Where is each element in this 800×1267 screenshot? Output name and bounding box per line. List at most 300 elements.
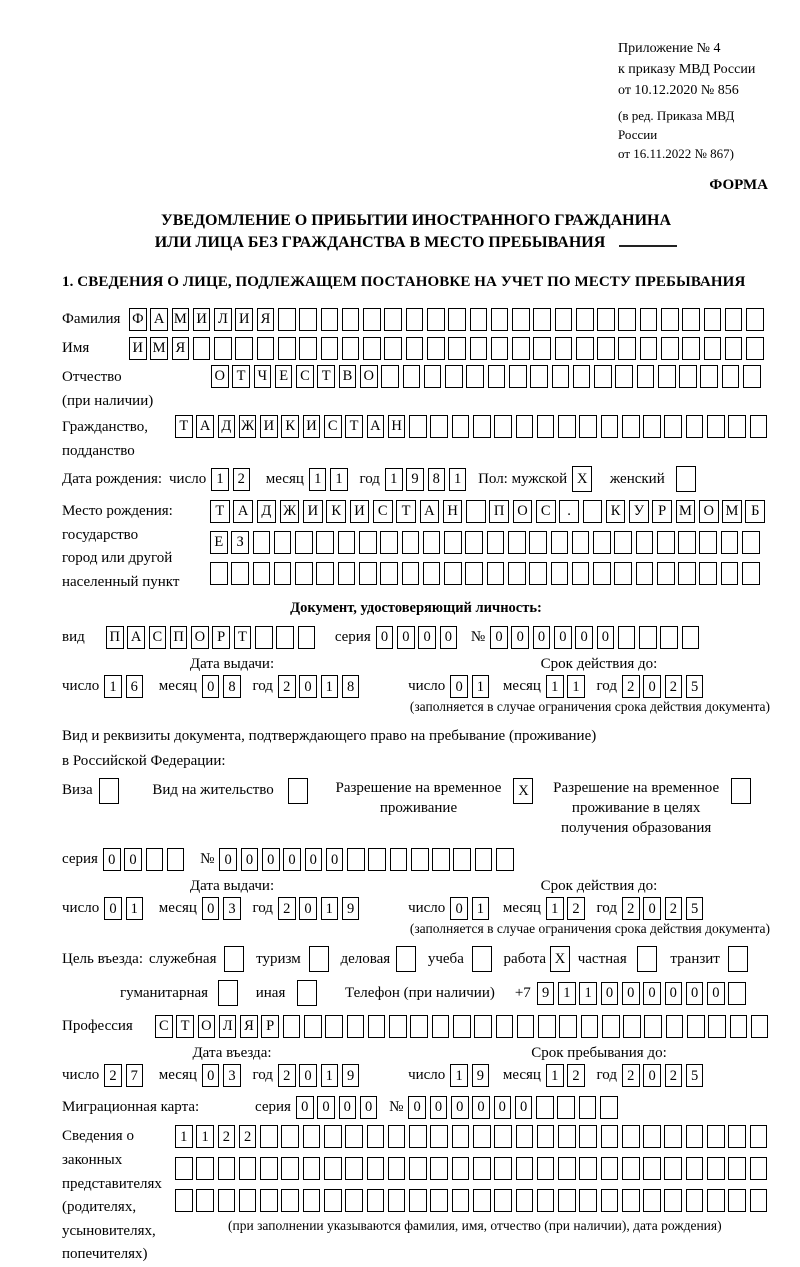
char-cell[interactable] — [728, 415, 746, 438]
char-cell[interactable]: И — [303, 415, 321, 438]
char-cell[interactable]: С — [536, 500, 556, 523]
char-cell[interactable]: Д — [218, 415, 236, 438]
char-cell[interactable] — [316, 562, 334, 585]
char-cell[interactable]: 0 — [554, 626, 572, 649]
char-cell[interactable] — [622, 415, 640, 438]
char-cell[interactable] — [430, 1189, 448, 1212]
char-cell[interactable]: 0 — [597, 626, 615, 649]
char-cell[interactable] — [342, 308, 360, 331]
char-cell[interactable] — [389, 1015, 407, 1038]
char-cell[interactable] — [707, 415, 725, 438]
char-cell[interactable] — [618, 308, 636, 331]
char-cell[interactable] — [474, 1015, 492, 1038]
char-cell[interactable]: 2 — [622, 675, 640, 698]
char-cell[interactable]: И — [350, 500, 370, 523]
char-cell[interactable] — [686, 415, 704, 438]
char-cell[interactable] — [530, 365, 548, 388]
char-cell[interactable]: 1 — [579, 982, 597, 1005]
char-cell[interactable]: 0 — [317, 1096, 335, 1119]
char-cell[interactable] — [452, 1125, 470, 1148]
char-cell[interactable] — [682, 308, 700, 331]
char-cell[interactable]: 3 — [223, 1064, 241, 1087]
char-cell[interactable]: 0 — [575, 626, 593, 649]
char-cell[interactable]: 0 — [299, 675, 317, 698]
char-cell[interactable] — [196, 1189, 214, 1212]
char-cell[interactable] — [657, 531, 675, 554]
char-cell[interactable] — [601, 1157, 619, 1180]
char-cell[interactable] — [687, 1015, 705, 1038]
char-cell[interactable]: 2 — [622, 897, 640, 920]
char-cell[interactable] — [445, 365, 463, 388]
char-cell[interactable] — [593, 562, 611, 585]
char-cell[interactable] — [559, 1015, 577, 1038]
char-cell[interactable]: А — [150, 308, 168, 331]
char-cell[interactable] — [345, 1189, 363, 1212]
char-cell[interactable]: 0 — [219, 848, 237, 871]
char-cell[interactable] — [750, 1157, 768, 1180]
char-cell[interactable]: А — [233, 500, 253, 523]
char-cell[interactable] — [622, 1157, 640, 1180]
char-cell[interactable] — [367, 1157, 385, 1180]
char-cell[interactable] — [750, 1189, 768, 1212]
char-cell[interactable]: 1 — [546, 675, 564, 698]
char-cell[interactable] — [643, 1157, 661, 1180]
char-cell[interactable]: 0 — [397, 626, 415, 649]
char-cell[interactable] — [622, 1125, 640, 1148]
char-cell[interactable] — [316, 531, 334, 554]
char-cell[interactable] — [235, 337, 253, 360]
char-cell[interactable] — [661, 308, 679, 331]
char-cell[interactable] — [551, 531, 569, 554]
char-cell[interactable] — [602, 1015, 620, 1038]
char-cell[interactable] — [509, 365, 527, 388]
char-cell[interactable] — [622, 1189, 640, 1212]
char-cell[interactable] — [381, 365, 399, 388]
char-cell[interactable] — [572, 562, 590, 585]
char-cell[interactable]: Е — [275, 365, 293, 388]
char-cell[interactable]: 2 — [567, 897, 585, 920]
char-cell[interactable] — [618, 626, 636, 649]
char-cell[interactable] — [367, 1189, 385, 1212]
char-cell[interactable]: 2 — [278, 675, 296, 698]
char-cell[interactable] — [255, 626, 273, 649]
char-cell[interactable] — [707, 1189, 725, 1212]
char-cell[interactable] — [728, 1125, 746, 1148]
char-cell[interactable]: Ф — [129, 308, 147, 331]
char-cell[interactable] — [614, 531, 632, 554]
char-cell[interactable] — [746, 308, 764, 331]
char-cell[interactable] — [640, 308, 658, 331]
char-cell[interactable] — [494, 1189, 512, 1212]
char-cell[interactable] — [465, 562, 483, 585]
char-cell[interactable] — [730, 1015, 748, 1038]
char-cell[interactable] — [583, 500, 603, 523]
char-cell[interactable] — [686, 1125, 704, 1148]
char-cell[interactable] — [686, 1189, 704, 1212]
char-cell[interactable]: М — [172, 308, 190, 331]
char-cell[interactable] — [430, 415, 448, 438]
char-cell[interactable] — [403, 365, 421, 388]
char-cell[interactable]: 0 — [643, 675, 661, 698]
char-cell[interactable] — [427, 308, 445, 331]
char-cell[interactable]: П — [106, 626, 124, 649]
char-cell[interactable] — [707, 1125, 725, 1148]
char-cell[interactable]: 1 — [321, 675, 339, 698]
char-cell[interactable]: 1 — [126, 897, 144, 920]
char-cell[interactable] — [664, 415, 682, 438]
char-cell[interactable]: М — [676, 500, 696, 523]
char-cell[interactable] — [508, 562, 526, 585]
char-cell[interactable] — [409, 1157, 427, 1180]
char-cell[interactable] — [167, 848, 185, 871]
char-cell[interactable]: А — [367, 415, 385, 438]
char-cell[interactable] — [636, 562, 654, 585]
char-cell[interactable] — [494, 415, 512, 438]
char-cell[interactable] — [473, 1189, 491, 1212]
char-cell[interactable] — [579, 415, 597, 438]
char-cell[interactable] — [390, 848, 408, 871]
char-cell[interactable] — [367, 1125, 385, 1148]
char-cell[interactable]: 9 — [472, 1064, 490, 1087]
char-cell[interactable] — [406, 308, 424, 331]
char-cell[interactable]: 0 — [515, 1096, 533, 1119]
char-cell[interactable] — [402, 531, 420, 554]
char-cell[interactable]: И — [260, 415, 278, 438]
char-cell[interactable] — [253, 531, 271, 554]
char-cell[interactable]: 8 — [223, 675, 241, 698]
char-cell[interactable]: С — [324, 415, 342, 438]
char-cell[interactable] — [470, 308, 488, 331]
char-cell[interactable] — [722, 365, 740, 388]
char-cell[interactable] — [601, 1189, 619, 1212]
char-cell[interactable] — [427, 337, 445, 360]
char-cell[interactable]: 2 — [239, 1125, 257, 1148]
char-cell[interactable]: 1 — [175, 1125, 193, 1148]
char-cell[interactable]: 0 — [376, 626, 394, 649]
char-cell[interactable] — [579, 1096, 597, 1119]
char-cell[interactable] — [491, 337, 509, 360]
char-cell[interactable] — [380, 531, 398, 554]
char-cell[interactable] — [347, 1015, 365, 1038]
char-cell[interactable]: 1 — [321, 897, 339, 920]
char-cell[interactable]: 0 — [601, 982, 619, 1005]
char-cell[interactable]: Л — [214, 308, 232, 331]
char-cell[interactable]: О — [513, 500, 533, 523]
char-cell[interactable] — [661, 337, 679, 360]
char-cell[interactable]: С — [155, 1015, 173, 1038]
char-cell[interactable]: 0 — [299, 1064, 317, 1087]
char-cell[interactable] — [516, 415, 534, 438]
char-cell[interactable] — [538, 1015, 556, 1038]
char-cell[interactable] — [260, 1157, 278, 1180]
char-cell[interactable] — [517, 1015, 535, 1038]
char-cell[interactable] — [473, 1125, 491, 1148]
char-cell[interactable] — [555, 337, 573, 360]
char-cell[interactable] — [309, 946, 329, 972]
char-cell[interactable] — [452, 415, 470, 438]
char-cell[interactable] — [453, 848, 471, 871]
char-cell[interactable] — [558, 1189, 576, 1212]
char-cell[interactable]: 1 — [309, 468, 327, 491]
char-cell[interactable] — [494, 1157, 512, 1180]
char-cell[interactable] — [558, 1157, 576, 1180]
char-cell[interactable]: 8 — [342, 675, 360, 698]
char-cell[interactable]: 0 — [418, 626, 436, 649]
char-cell[interactable]: Б — [745, 500, 765, 523]
char-cell[interactable]: 0 — [707, 982, 725, 1005]
char-cell[interactable] — [453, 1015, 471, 1038]
char-cell[interactable]: С — [296, 365, 314, 388]
char-cell[interactable] — [432, 1015, 450, 1038]
char-cell[interactable] — [601, 415, 619, 438]
char-cell[interactable]: 2 — [218, 1125, 236, 1148]
char-cell[interactable] — [618, 337, 636, 360]
char-cell[interactable] — [388, 1189, 406, 1212]
char-cell[interactable]: 0 — [472, 1096, 490, 1119]
char-cell[interactable] — [751, 1015, 769, 1038]
char-cell[interactable] — [409, 1189, 427, 1212]
char-cell[interactable] — [396, 946, 416, 972]
char-cell[interactable] — [338, 531, 356, 554]
char-cell[interactable] — [682, 626, 700, 649]
char-cell[interactable]: 0 — [494, 1096, 512, 1119]
char-cell[interactable]: 9 — [342, 1064, 360, 1087]
char-cell[interactable]: П — [489, 500, 509, 523]
char-cell[interactable]: 0 — [665, 982, 683, 1005]
char-cell[interactable]: 0 — [202, 675, 220, 698]
char-cell[interactable] — [643, 1189, 661, 1212]
char-cell[interactable]: М — [722, 500, 742, 523]
char-cell[interactable]: У — [629, 500, 649, 523]
char-cell[interactable] — [380, 562, 398, 585]
char-cell[interactable] — [278, 337, 296, 360]
char-cell[interactable] — [488, 365, 506, 388]
char-cell[interactable] — [303, 1189, 321, 1212]
char-cell[interactable]: А — [420, 500, 440, 523]
char-cell[interactable]: 0 — [326, 848, 344, 871]
char-cell[interactable] — [175, 1189, 193, 1212]
char-cell[interactable]: Т — [345, 415, 363, 438]
char-cell[interactable] — [175, 1157, 193, 1180]
char-cell[interactable] — [537, 1125, 555, 1148]
char-cell[interactable] — [388, 1125, 406, 1148]
char-cell[interactable]: 0 — [643, 1064, 661, 1087]
char-cell[interactable] — [494, 1125, 512, 1148]
char-cell[interactable] — [281, 1125, 299, 1148]
char-cell[interactable] — [529, 562, 547, 585]
char-cell[interactable]: 9 — [537, 982, 555, 1005]
char-cell[interactable] — [657, 562, 675, 585]
char-cell[interactable] — [637, 946, 657, 972]
char-cell[interactable]: 1 — [472, 675, 490, 698]
char-cell[interactable] — [384, 337, 402, 360]
char-cell[interactable] — [210, 562, 228, 585]
char-cell[interactable] — [218, 1157, 236, 1180]
char-cell[interactable]: 5 — [686, 1064, 704, 1087]
char-cell[interactable]: К — [281, 415, 299, 438]
char-cell[interactable] — [516, 1157, 534, 1180]
char-cell[interactable] — [644, 1015, 662, 1038]
char-cell[interactable] — [597, 308, 615, 331]
char-cell[interactable]: З — [231, 531, 249, 554]
char-cell[interactable] — [572, 531, 590, 554]
char-cell[interactable]: X — [550, 946, 570, 972]
char-cell[interactable] — [321, 308, 339, 331]
char-cell[interactable] — [537, 415, 555, 438]
char-cell[interactable] — [345, 1125, 363, 1148]
char-cell[interactable] — [678, 562, 696, 585]
char-cell[interactable] — [660, 626, 678, 649]
char-cell[interactable]: 0 — [622, 982, 640, 1005]
char-cell[interactable]: Т — [234, 626, 252, 649]
char-cell[interactable]: 0 — [202, 897, 220, 920]
char-cell[interactable] — [196, 1157, 214, 1180]
char-cell[interactable]: Т — [175, 415, 193, 438]
char-cell[interactable] — [512, 308, 530, 331]
char-cell[interactable]: А — [196, 415, 214, 438]
char-cell[interactable]: 0 — [103, 848, 121, 871]
char-cell[interactable]: 0 — [440, 626, 458, 649]
char-cell[interactable] — [424, 365, 442, 388]
char-cell[interactable]: 1 — [196, 1125, 214, 1148]
char-cell[interactable] — [470, 337, 488, 360]
char-cell[interactable]: 0 — [104, 897, 122, 920]
char-cell[interactable]: С — [149, 626, 167, 649]
char-cell[interactable] — [274, 531, 292, 554]
char-cell[interactable] — [257, 337, 275, 360]
char-cell[interactable] — [750, 415, 768, 438]
char-cell[interactable]: . — [559, 500, 579, 523]
char-cell[interactable] — [409, 415, 427, 438]
char-cell[interactable] — [303, 1125, 321, 1148]
char-cell[interactable] — [295, 531, 313, 554]
char-cell[interactable] — [731, 778, 751, 804]
char-cell[interactable]: 5 — [686, 897, 704, 920]
char-cell[interactable] — [496, 848, 514, 871]
char-cell[interactable] — [288, 778, 308, 804]
char-cell[interactable] — [423, 562, 441, 585]
char-cell[interactable]: Я — [172, 337, 190, 360]
char-cell[interactable] — [593, 531, 611, 554]
char-cell[interactable] — [299, 337, 317, 360]
char-cell[interactable]: О — [198, 1015, 216, 1038]
char-cell[interactable] — [303, 1157, 321, 1180]
char-cell[interactable]: 8 — [428, 468, 446, 491]
char-cell[interactable] — [700, 365, 718, 388]
char-cell[interactable]: Ч — [254, 365, 272, 388]
char-cell[interactable] — [686, 1157, 704, 1180]
char-cell[interactable]: 0 — [511, 626, 529, 649]
char-cell[interactable]: 0 — [283, 848, 301, 871]
char-cell[interactable]: 0 — [408, 1096, 426, 1119]
char-cell[interactable]: 9 — [342, 897, 360, 920]
char-cell[interactable] — [678, 531, 696, 554]
char-cell[interactable] — [558, 1125, 576, 1148]
char-cell[interactable]: 0 — [490, 626, 508, 649]
char-cell[interactable]: 0 — [305, 848, 323, 871]
char-cell[interactable] — [664, 1157, 682, 1180]
char-cell[interactable]: Я — [240, 1015, 258, 1038]
char-cell[interactable]: Д — [257, 500, 277, 523]
char-cell[interactable] — [304, 1015, 322, 1038]
char-cell[interactable] — [579, 1157, 597, 1180]
char-cell[interactable] — [99, 778, 119, 804]
char-cell[interactable]: 0 — [360, 1096, 378, 1119]
char-cell[interactable] — [239, 1189, 257, 1212]
char-cell[interactable] — [533, 337, 551, 360]
char-cell[interactable]: А — [127, 626, 145, 649]
char-cell[interactable] — [601, 1125, 619, 1148]
char-cell[interactable] — [579, 1125, 597, 1148]
char-cell[interactable] — [508, 531, 526, 554]
char-cell[interactable]: 1 — [558, 982, 576, 1005]
char-cell[interactable] — [699, 562, 717, 585]
char-cell[interactable]: К — [606, 500, 626, 523]
char-cell[interactable]: 0 — [124, 848, 142, 871]
char-cell[interactable] — [614, 562, 632, 585]
char-cell[interactable] — [742, 562, 760, 585]
char-cell[interactable]: Т — [210, 500, 230, 523]
char-cell[interactable] — [193, 337, 211, 360]
char-cell[interactable]: М — [150, 337, 168, 360]
char-cell[interactable] — [640, 337, 658, 360]
char-cell[interactable] — [666, 1015, 684, 1038]
char-cell[interactable] — [281, 1189, 299, 1212]
char-cell[interactable]: X — [513, 778, 533, 804]
char-cell[interactable]: И — [303, 500, 323, 523]
char-cell[interactable] — [664, 1189, 682, 1212]
char-cell[interactable] — [643, 1125, 661, 1148]
char-cell[interactable]: К — [326, 500, 346, 523]
char-cell[interactable] — [281, 1157, 299, 1180]
char-cell[interactable]: И — [193, 308, 211, 331]
char-cell[interactable]: 0 — [430, 1096, 448, 1119]
char-cell[interactable] — [345, 1157, 363, 1180]
char-cell[interactable] — [557, 1096, 575, 1119]
char-cell[interactable] — [643, 415, 661, 438]
char-cell[interactable] — [552, 365, 570, 388]
char-cell[interactable] — [283, 1015, 301, 1038]
char-cell[interactable] — [721, 531, 739, 554]
char-cell[interactable]: 0 — [262, 848, 280, 871]
char-cell[interactable] — [402, 562, 420, 585]
char-cell[interactable] — [658, 365, 676, 388]
char-cell[interactable] — [410, 1015, 428, 1038]
char-cell[interactable] — [466, 365, 484, 388]
char-cell[interactable] — [728, 982, 746, 1005]
char-cell[interactable] — [146, 848, 164, 871]
char-cell[interactable] — [432, 848, 450, 871]
char-cell[interactable] — [637, 365, 655, 388]
char-cell[interactable] — [579, 1189, 597, 1212]
char-cell[interactable] — [594, 365, 612, 388]
char-cell[interactable] — [214, 337, 232, 360]
char-cell[interactable]: 0 — [451, 1096, 469, 1119]
char-cell[interactable]: П — [170, 626, 188, 649]
char-cell[interactable]: 2 — [622, 1064, 640, 1087]
char-cell[interactable] — [406, 337, 424, 360]
char-cell[interactable]: 0 — [686, 982, 704, 1005]
char-cell[interactable]: 6 — [126, 675, 144, 698]
char-cell[interactable] — [576, 308, 594, 331]
char-cell[interactable]: Я — [257, 308, 275, 331]
char-cell[interactable] — [576, 337, 594, 360]
char-cell[interactable]: 5 — [686, 675, 704, 698]
char-cell[interactable]: 2 — [567, 1064, 585, 1087]
char-cell[interactable]: С — [373, 500, 393, 523]
char-cell[interactable]: 1 — [104, 675, 122, 698]
char-cell[interactable] — [218, 980, 238, 1006]
